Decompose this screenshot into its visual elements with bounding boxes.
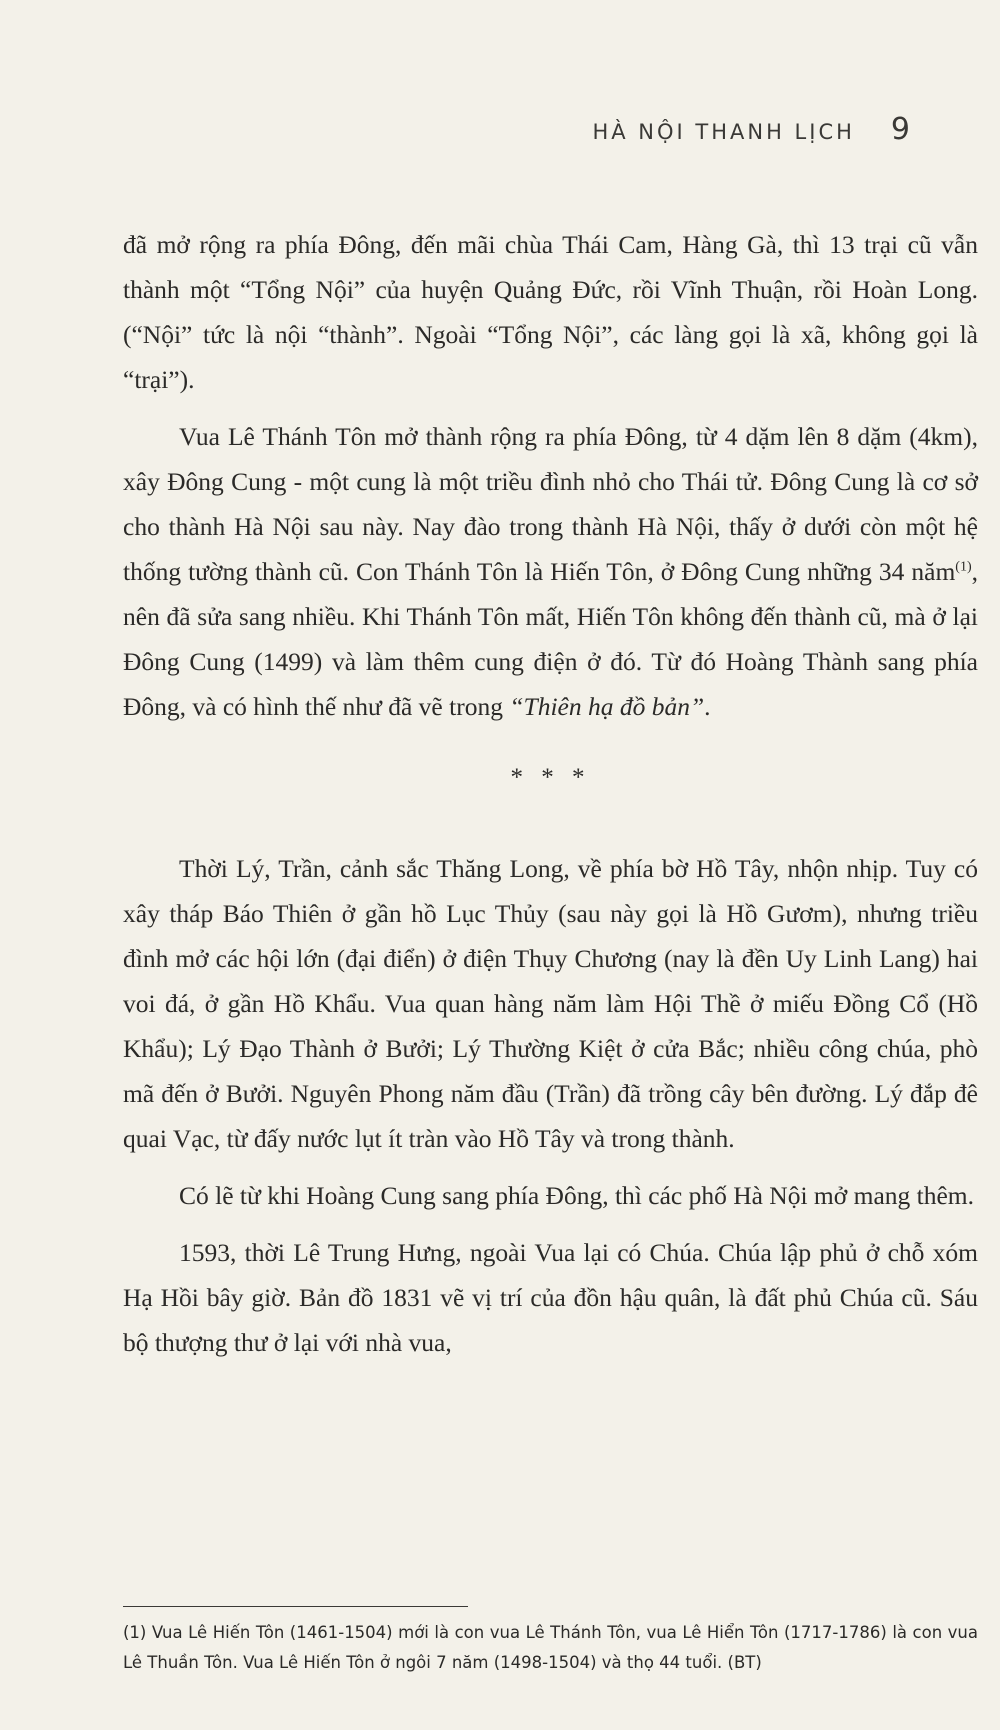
paragraph-1: đã mở rộng ra phía Đông, đến mãi chùa Thái Cam, Hàng Gà, thì 13 trại cũ vẫn thành một “Tổng Nội” của huyện Quảng Đức, rồi Vĩnh Thuận, rồi Hoàn Long. (“Nội” tức là nội “thành”. Ngoài “Tổng Nội”, các làng gọi là xã, không gọi là “trại”). bbox=[123, 230, 978, 394]
book-title-italic: “Thiên hạ đồ bản” bbox=[509, 692, 705, 721]
paragraph-2-part-a: Vua Lê Thánh Tôn mở thành rộng ra phía Đông, từ 4 dặm lên 8 dặm (4km), xây Đông Cung - một cung là một triều đình nhỏ cho Thái tử. Đông Cung là cơ sở cho thành Hà Nội sau này. Nay đào trong thành Hà Nội, thấy ở dưới còn một hệ thống tường thành cũ. Con Thánh Tôn là Hiến Tôn, ở Đông Cung những 34 năm bbox=[123, 422, 978, 586]
body-text bbox=[123, 222, 978, 1377]
paragraph-2-end: . bbox=[704, 692, 711, 721]
paragraph-2 bbox=[123, 414, 978, 729]
section-separator: * * * bbox=[510, 764, 591, 791]
paragraph-3: Thời Lý, Trần, cảnh sắc Thăng Long, về phía bờ Hồ Tây, nhộn nhịp. Tuy có xây tháp Báo Thiên ở gần hồ Lục Thủy (sau này gọi là Hồ Gươm), nhưng triều đình mở các hội lớn (đại điển) ở điện Thụy Chương (nay là đền Uy Linh Lang) hai voi đá, ở gần Hồ Khẩu. Vua quan hàng năm làm Hội Thề ở miếu Đồng Cổ (Hồ Khẩu); Lý Đạo Thành ở Bưởi; Lý Thường Kiệt ở cửa Bắc; nhiều công chúa, phò mã đến ở Bưởi. Nguyên Phong năm đầu (Trần) đã trồng cây bên đường. Lý đắp đê quai Vạc, từ đấy nước lụt ít tràn vào Hồ Tây và trong thành. bbox=[123, 854, 978, 1153]
page-number: 9 bbox=[890, 112, 910, 147]
paragraph-4: Có lẽ từ khi Hoàng Cung sang phía Đông, thì các phố Hà Nội mở mang thêm. bbox=[179, 1181, 975, 1210]
footnote-marker: (1) bbox=[955, 559, 972, 575]
running-title: HÀ NỘI THANH LỊCH bbox=[592, 120, 855, 144]
paragraph-2-part-b: , nên đã sửa sang nhiều. Khi Thánh Tôn mất, Hiến Tôn không đến thành cũ, mà ở lại Đông Cung (1499) và làm thêm cung điện ở đó. Từ đó Hoàng Thành sang phía Đông, và có hình thế như đã vẽ trong bbox=[123, 557, 978, 721]
page-header bbox=[592, 112, 910, 147]
footnote: (1) Vua Lê Hiến Tôn (1461-1504) mới là con vua Lê Thánh Tôn, vua Lê Hiển Tôn (1717-1786) là con vua Lê Thuần Tôn. Vua Lê Hiến Tôn ở ngôi 7 năm (1498-1504) và thọ 44 tuổi. (BT) bbox=[123, 1623, 978, 1672]
footnote-divider bbox=[123, 1606, 468, 1607]
paragraph-5: 1593, thời Lê Trung Hưng, ngoài Vua lại có Chúa. Chúa lập phủ ở chỗ xóm Hạ Hồi bây giờ. Bản đồ 1831 vẽ vị trí của đồn hậu quân, là đất phủ Chúa cũ. Sáu bộ thượng thư ở lại với nhà vua, bbox=[123, 1238, 978, 1357]
